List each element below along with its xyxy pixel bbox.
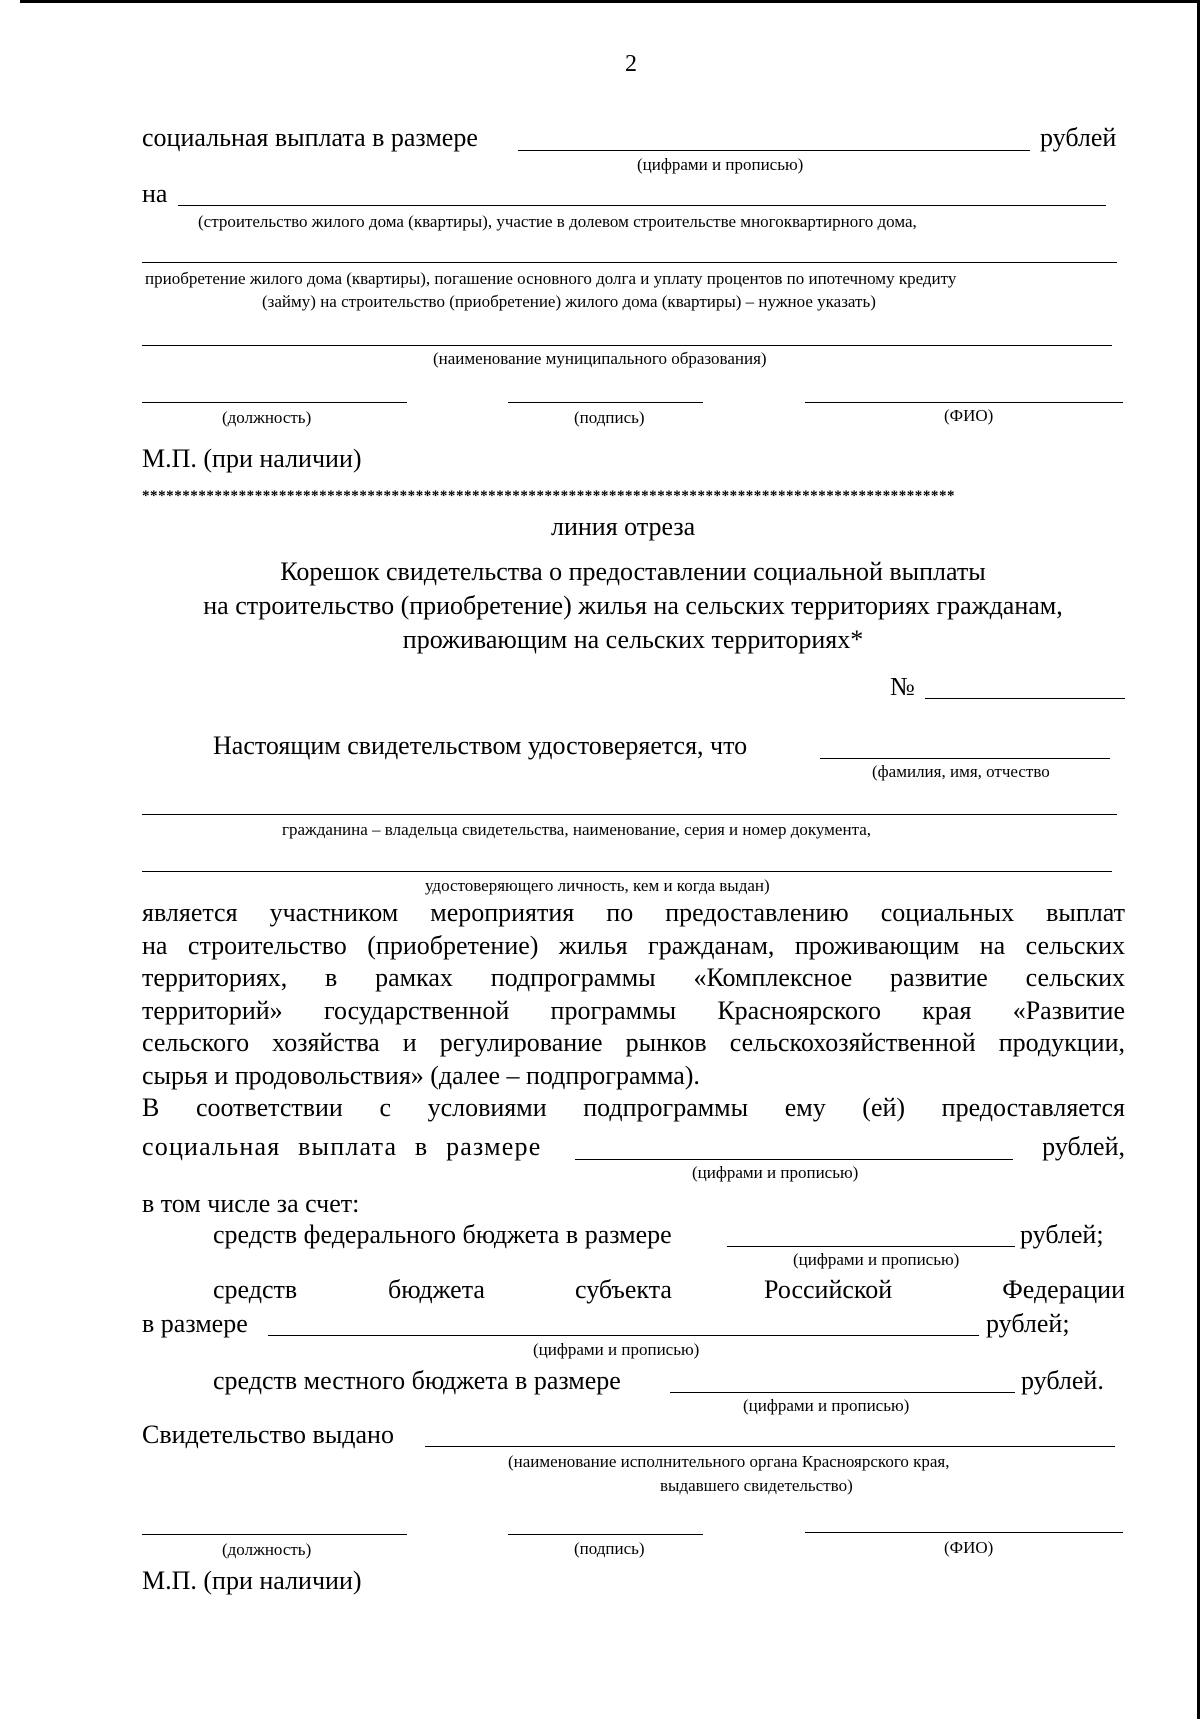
- federal-amount-field[interactable]: [727, 1246, 1015, 1247]
- paragraph-line: территорий» государственной программы Красноярского края «Развитие: [142, 995, 1125, 1025]
- number-label: №: [890, 672, 915, 701]
- paragraph-line: на строительство (приобретение) жилья гражданам, проживающим на сельских: [142, 930, 1125, 960]
- issued-caption-1: (наименование исполнительного органа Красноярского края,: [508, 1452, 950, 1471]
- document-field[interactable]: [142, 814, 1117, 815]
- including-label: в том числе за счет:: [142, 1189, 360, 1218]
- stub-position-field[interactable]: [142, 1534, 407, 1535]
- number-field[interactable]: [925, 698, 1125, 699]
- issued-caption-2: выдавшего свидетельство): [660, 1476, 853, 1495]
- purpose-field-2[interactable]: [142, 262, 1117, 263]
- document-field-2[interactable]: [142, 871, 1112, 872]
- document-caption-2: удостоверяющего личность, кем и когда выдан): [425, 876, 770, 895]
- on-label: на: [142, 179, 168, 208]
- signature-caption: (подпись): [574, 408, 645, 427]
- paragraph-line: сырья и продовольствия» (далее – подпрограмма).: [142, 1060, 700, 1090]
- stub-payment-label: социальная выплата в размере: [142, 1132, 542, 1161]
- issued-by-field[interactable]: [425, 1446, 1115, 1447]
- local-currency: рублей.: [1021, 1366, 1104, 1395]
- stub-signature-field[interactable]: [508, 1534, 703, 1535]
- position-caption: (должность): [222, 408, 312, 427]
- subject-word: Федерации: [1002, 1275, 1125, 1304]
- stub-payment-currency: рублей,: [1042, 1132, 1125, 1161]
- subject-amount-field[interactable]: [268, 1335, 979, 1336]
- stub-signature-caption: (подпись): [574, 1539, 645, 1558]
- municipality-field[interactable]: [142, 345, 1112, 346]
- stub-title-line-2: на строительство (приобретение) жилья на сельских территориях гражданам,: [203, 591, 1063, 620]
- stub-payment-caption: (цифрами и прописью): [692, 1163, 859, 1182]
- paragraph-line: территориях, в рамках подпрограммы «Комплексное развитие сельских: [142, 963, 1125, 992]
- participation-paragraph: [142, 897, 1125, 1125]
- stub-payment-field[interactable]: [575, 1159, 1013, 1160]
- municipality-caption: (наименование муниципального образования): [433, 349, 767, 368]
- page-border-top: [20, 0, 1200, 3]
- subject-label: в размере: [142, 1309, 248, 1338]
- subject-word: Российской: [764, 1275, 893, 1304]
- name-caption: (фамилия, имя, отчество: [872, 762, 1050, 781]
- position-field[interactable]: [142, 402, 407, 403]
- signature-field[interactable]: [508, 402, 703, 403]
- certifies-text: Настоящим свидетельством удостоверяется, что: [213, 731, 748, 760]
- fio-caption: (ФИО): [944, 406, 994, 425]
- page-number: 2: [625, 51, 637, 77]
- federal-label: средств федерального бюджета в размере: [213, 1220, 672, 1249]
- purpose-caption-2: приобретение жилого дома (квартиры), погашение основного долга и уплату процентов по ипотечному кредиту: [145, 269, 957, 288]
- stub-fio-caption: (ФИО): [944, 1538, 994, 1557]
- subject-word: бюджета: [388, 1275, 485, 1304]
- subject-currency: рублей;: [986, 1309, 1070, 1338]
- federal-caption: (цифрами и прописью): [793, 1250, 960, 1269]
- cut-line-stars: *****************************************************************************************************: [142, 488, 956, 504]
- stub-title-line-1: Корешок свидетельства о предоставлении социальной выплаты: [280, 557, 986, 586]
- paragraph-line: является участником мероприятия по предоставлению социальных выплат: [142, 898, 1125, 927]
- cut-line-label: линия отреза: [551, 512, 696, 541]
- payment-currency: рублей: [1040, 123, 1117, 152]
- payment-caption: (цифрами и прописью): [637, 155, 804, 174]
- purpose-caption-3: (займу) на строительство (приобретение) жилого дома (квартиры) – нужное указать): [262, 292, 876, 311]
- subject-word: средств: [213, 1275, 298, 1304]
- federal-currency: рублей;: [1020, 1220, 1104, 1249]
- document-caption-1: гражданина – владельца свидетельства, наименование, серия и номер документа,: [282, 820, 871, 839]
- subject-words-row: [213, 1274, 1125, 1306]
- paragraph-line: сельского хозяйства и регулирование рынков сельскохозяйственной продукции,: [142, 1028, 1125, 1057]
- payment-amount-field[interactable]: [518, 150, 1030, 151]
- stub-title-line-3: проживающим на сельских территориях*: [402, 625, 864, 654]
- stub-fio-field[interactable]: [805, 1532, 1123, 1533]
- subject-word: субъекта: [575, 1275, 672, 1304]
- local-caption: (цифрами и прописью): [743, 1396, 910, 1415]
- stub-position-caption: (должность): [222, 1540, 312, 1559]
- purpose-caption-1: (строительство жилого дома (квартиры), участие в долевом строительстве многоквартирного дома,: [198, 212, 917, 231]
- subject-caption: (цифрами и прописью): [533, 1340, 700, 1359]
- payment-label: социальная выплата в размере: [142, 123, 478, 152]
- local-amount-field[interactable]: [670, 1392, 1015, 1393]
- local-label: средств местного бюджета в размере: [213, 1366, 621, 1395]
- issued-label: Свидетельство выдано: [142, 1420, 394, 1449]
- accordance-line: В соответствии с условиями подпрограммы ему (ей) предоставляется: [142, 1093, 1125, 1122]
- fio-field[interactable]: [805, 402, 1123, 403]
- name-field[interactable]: [820, 758, 1110, 759]
- stub-seal-label: М.П. (при наличии): [142, 1566, 362, 1595]
- purpose-field[interactable]: [178, 205, 1106, 206]
- seal-label: М.П. (при наличии): [142, 444, 362, 473]
